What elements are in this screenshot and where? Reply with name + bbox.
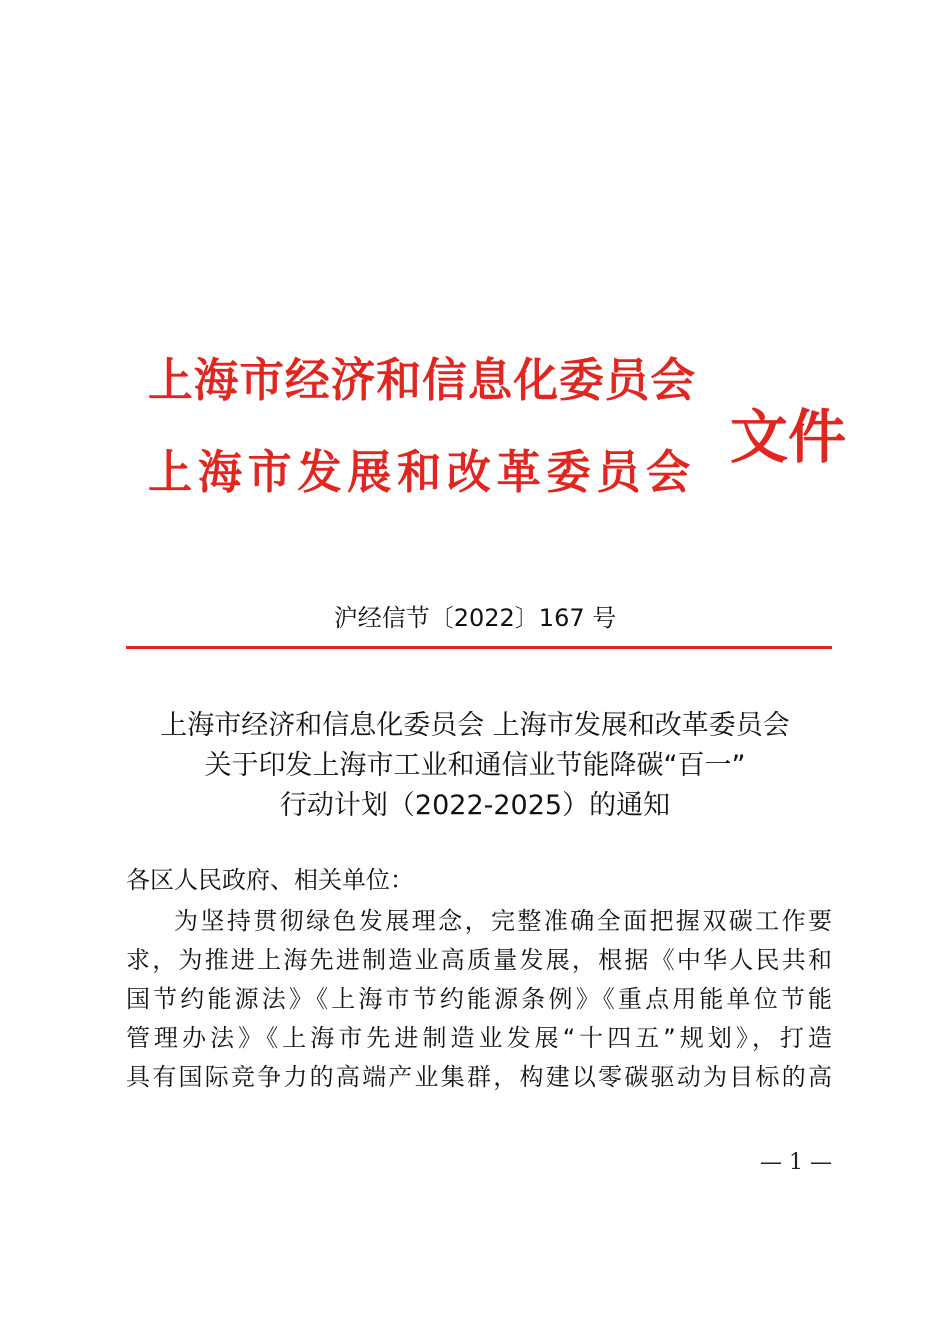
body-paragraph xyxy=(126,902,832,1097)
body-line-2: 求，为推进上海先进制造业高质量发展，根据《中华人民共和 xyxy=(126,946,832,974)
salutation: 各区人民政府、相关单位： xyxy=(126,866,414,894)
body-line-3: 国节约能源法》《上海市节约能源条例》《重点用能单位节能 xyxy=(126,985,832,1013)
body-line-4: 管理办法》《上海市先进制造业发展“十四五”规划》，打造 xyxy=(126,1024,832,1052)
issuer-name-reform-commission: 上海市发展和改革委员会 xyxy=(148,445,696,499)
file-label: 文件 xyxy=(730,403,847,471)
title-line-2: 关于印发上海市工业和通信业节能降碳“百一” xyxy=(204,750,746,781)
page-number: — 1 — xyxy=(760,1150,832,1175)
red-divider-line xyxy=(126,646,832,649)
body-line-5: 具有国际竞争力的高端产业集群，构建以零碳驱动为目标的高 xyxy=(126,1063,832,1091)
title-line-3: 行动计划（2022-2025）的通知 xyxy=(279,790,671,821)
document-number: 沪经信节〔2022〕167 号 xyxy=(333,604,617,632)
document-header xyxy=(0,0,950,560)
document-title xyxy=(0,706,950,826)
title-line-1: 上海市经济和信息化委员会 上海市发展和改革委员会 xyxy=(160,710,790,741)
body-line-1: 为坚持贯彻绿色发展理念，完整准确全面把握双碳工作要 xyxy=(174,907,832,935)
issuer-name-economy-commission: 上海市经济和信息化委员会 xyxy=(148,353,696,407)
